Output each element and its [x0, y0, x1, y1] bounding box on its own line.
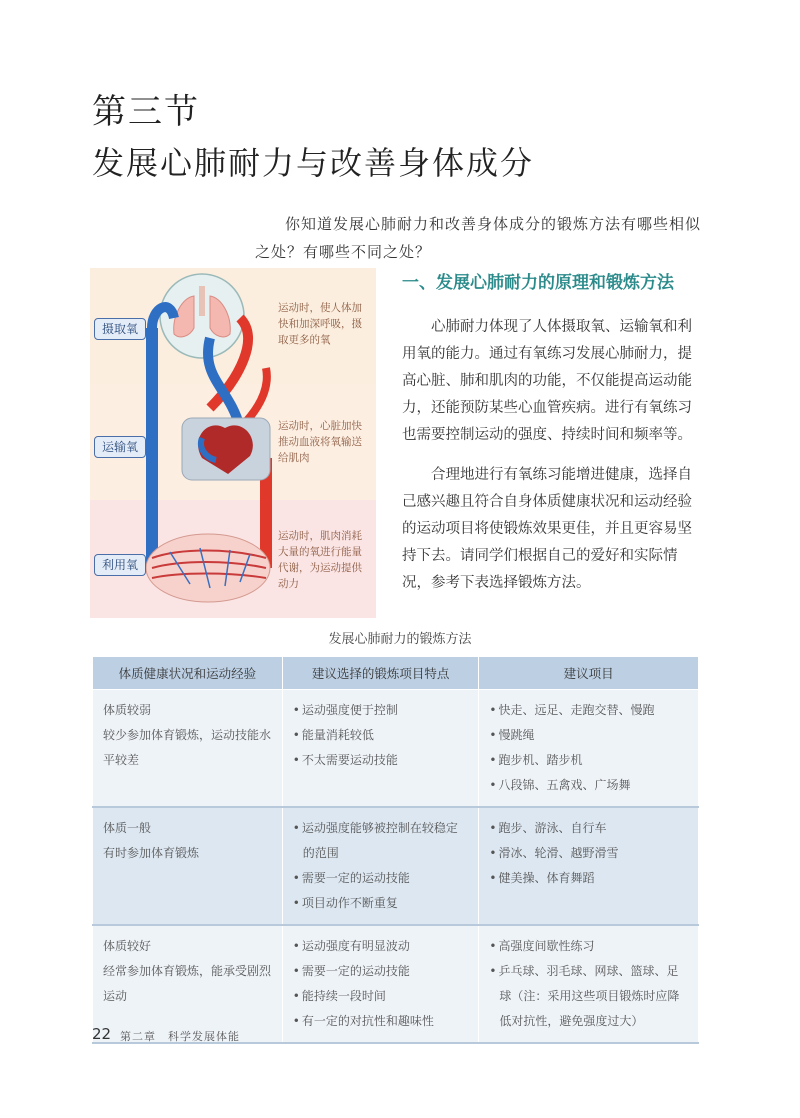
suggested-item: • 健美操、体育舞蹈	[489, 866, 688, 891]
status-cell	[93, 690, 283, 808]
suggested-item: • 滑冰、轮滑、越野滑雪	[489, 841, 688, 866]
note-transport: 运动时，心脏加快推动血液将氧输送给肌肉	[278, 420, 362, 464]
feature-item: • 能量消耗较低	[293, 723, 469, 748]
note-utilize: 运动时，肌肉消耗大量的氧进行能量代谢，为运动提供动力	[278, 530, 362, 590]
features-cell	[282, 807, 479, 925]
status-desc: 较少参加体育锻炼，运动技能水平较差	[103, 728, 272, 767]
items-cell	[479, 807, 699, 925]
status-title: 体质较弱	[103, 703, 152, 717]
label-intake-oxygen: 摄取氧	[94, 318, 146, 340]
suggested-item: • 慢跳绳	[489, 723, 688, 748]
suggested-item: • 八段锦、五禽戏、广场舞	[489, 773, 688, 798]
note-intake: 运动时，使人体加快和加深呼吸，摄取更多的氧	[278, 302, 362, 346]
table-row	[93, 807, 699, 925]
chapter-running-footer: 第二章 科学发展体能	[120, 1030, 240, 1043]
feature-item: • 需要一定的运动技能	[293, 959, 469, 984]
column-header-features: 建议选择的锻炼项目特点	[282, 657, 479, 690]
table-row	[93, 925, 699, 1043]
status-desc: 经常参加体育锻炼，能承受剧烈运动	[103, 964, 272, 1003]
section-heading: 一、发展心肺耐力的原理和锻炼方法	[402, 273, 674, 293]
label-transport-oxygen: 运输氧	[94, 436, 146, 458]
feature-item: • 有一定的对抗性和趣味性	[293, 1009, 469, 1034]
features-cell	[282, 925, 479, 1043]
status-title: 体质一般	[103, 821, 152, 835]
feature-item: • 运动强度便于控制	[293, 698, 469, 723]
column-header-status: 体质健康状况和运动经验	[93, 657, 283, 690]
label-utilize-oxygen: 利用氧	[94, 554, 146, 576]
table-row	[93, 690, 699, 808]
page-number: 22	[92, 1025, 112, 1043]
table-caption: 发展心肺耐力的锻炼方法	[328, 632, 472, 647]
status-cell	[93, 925, 283, 1043]
trachea-icon	[199, 286, 205, 316]
items-cell	[479, 690, 699, 808]
page-title: 发展心肺耐力与改善身体成分	[92, 144, 535, 182]
feature-item: • 运动强度有明显波动	[293, 934, 469, 959]
intro-question: 你知道发展心肺耐力和改善身体成分的锻炼方法有哪些相似之处？有哪些不同之处？	[255, 215, 702, 261]
feature-item: • 不太需要运动技能	[293, 748, 469, 773]
suggested-item: • 高强度间歇性练习	[489, 934, 688, 959]
status-title: 体质较好	[103, 939, 152, 953]
suggested-item: • 跑步机、踏步机	[489, 748, 688, 773]
body-paragraph-1: 心肺耐力体现了人体摄取氧、运输氧和利用氧的能力。通过有氧练习发展心肺耐力，提高心脏、肺和肌肉的功能，不仅能提高运动能力，还能预防某些心血管疾病。进行有氧练习也需要控制运动的强度、持续时间和频率等。	[402, 319, 692, 443]
suggested-item: • 快走、远足、走跑交替、慢跑	[489, 698, 688, 723]
table-header-row	[93, 657, 699, 690]
feature-item: • 需要一定的运动技能	[293, 866, 469, 891]
section-number-title: 第三节	[92, 92, 200, 132]
body-paragraph-2: 合理地进行有氧练习能增进健康，选择自己感兴趣且符合自身体质健康状况和运动经验的运动项目将使锻炼效果更佳，并且更容易坚持下去。请同学们根据自己的爱好和实际情况，参考下表选择锻炼方法。	[402, 467, 692, 591]
status-desc: 有时参加体育锻炼	[103, 846, 200, 860]
suggested-item: • 乒乓球、羽毛球、网球、篮球、足球（注：采用这些项目锻炼时应降低对抗性，避免强度过大）	[489, 959, 688, 1034]
status-cell	[93, 807, 283, 925]
exercise-method-table	[92, 656, 699, 1044]
oxygen-circulation-diagram	[90, 268, 376, 618]
feature-item: • 项目动作不断重复	[293, 891, 469, 916]
features-cell	[282, 690, 479, 808]
column-header-items: 建议项目	[479, 657, 699, 690]
items-cell	[479, 925, 699, 1043]
feature-item: • 能持续一段时间	[293, 984, 469, 1009]
feature-item: • 运动强度能够被控制在较稳定的范围	[293, 816, 469, 866]
suggested-item: • 跑步、游泳、自行车	[489, 816, 688, 841]
muscle-ellipse	[146, 534, 270, 602]
